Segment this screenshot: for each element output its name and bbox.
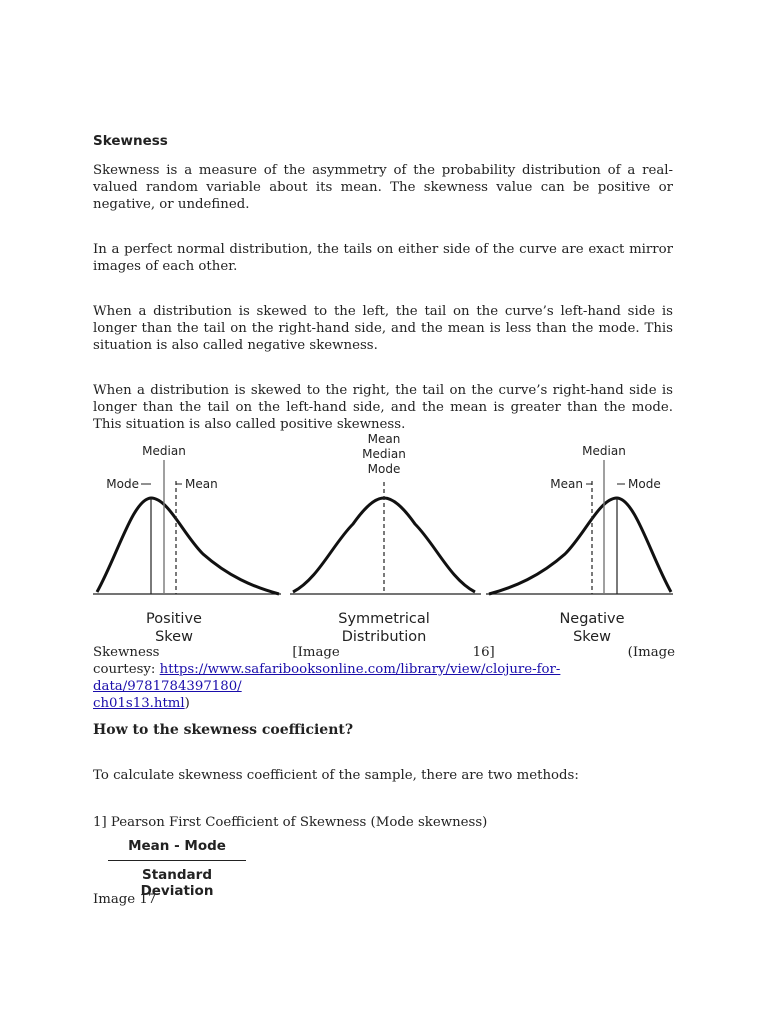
panel-negative-skew xyxy=(486,444,673,645)
figure-caption xyxy=(93,644,675,712)
caption-word-4: (Image xyxy=(627,645,675,660)
panel-title-line1: Positive xyxy=(146,611,202,627)
median-label: Median xyxy=(582,444,626,458)
positive-skew-curve xyxy=(97,498,279,594)
median-label: Median xyxy=(362,447,406,461)
mean-label: Mean xyxy=(367,432,401,446)
mean-label: Mean xyxy=(550,477,583,491)
caption-link-line2 xyxy=(93,695,675,712)
caption-word-3: 16] xyxy=(472,645,495,660)
close-paren: ) xyxy=(184,696,190,711)
formula-denominator: Standard Deviation xyxy=(140,867,214,899)
mean-label: Mean xyxy=(185,477,218,491)
paragraph-left-skew: When a distribution is skewed to the left, the tail on the curve’s left-hand side is longer than the tail on the right-hand side, and the mean is less than the mode. This situation is also called negative skewness. xyxy=(93,304,673,353)
image-caption: Image 17 xyxy=(93,892,157,907)
negative-skew-curve xyxy=(489,498,671,594)
mode-label: Mode xyxy=(106,477,139,491)
mode-label: Mode xyxy=(367,462,401,476)
panel-positive-skew xyxy=(93,444,281,645)
skewness-figure xyxy=(93,429,675,645)
source-link-continuation[interactable]: ch01s13.html xyxy=(93,696,185,711)
fraction-bar xyxy=(108,860,246,861)
panel-title-line1: Symmetrical xyxy=(338,611,430,627)
method-1-title: 1] Pearson First Coefficient of Skewness (Mode skewness) xyxy=(93,815,488,830)
paragraph-right-skew: When a distribution is skewed to the right, the tail on the curve’s right-hand side is longer than the tail on the left-hand side, and the mean is greater than the mode. This situation is also called positive skewness. xyxy=(93,383,673,432)
paragraph-normal: In a perfect normal distribution, the tails on either side of the curve are exact mirror images of each other. xyxy=(93,242,673,274)
panel-title-line1: Negative xyxy=(559,611,625,627)
panel-title-line2: Skew xyxy=(155,629,193,645)
panel-title-line2: Skew xyxy=(573,629,611,645)
caption-word-2: [Image xyxy=(292,645,340,660)
formula-numerator: Mean - Mode xyxy=(128,838,226,854)
paragraph-definition: Skewness is a measure of the asymmetry of the probability distribution of a real-valued random variable about its mean. The skewness value can be positive or negative, or undefined. xyxy=(93,163,673,212)
skewness-diagram xyxy=(93,429,675,645)
panel-title-line2: Distribution xyxy=(341,629,427,645)
subsection-heading: How to the skewness coefficient? xyxy=(93,722,354,738)
mode-label: Mode xyxy=(628,477,661,491)
median-label: Median xyxy=(142,444,186,458)
source-link[interactable]: https://www.safaribooksonline.com/library/view/clojure-for-data/9781784397180/ xyxy=(93,662,561,694)
section-heading: Skewness xyxy=(93,133,168,149)
caption-word-1: Skewness xyxy=(93,645,160,660)
caption-courtesy-line xyxy=(93,661,675,695)
caption-line xyxy=(93,644,675,661)
courtesy-label: courtesy: xyxy=(93,662,156,677)
pearson-formula xyxy=(108,836,246,899)
methods-intro: To calculate skewness coefficient of the sample, there are two methods: xyxy=(93,768,579,783)
panel-symmetrical xyxy=(290,432,481,645)
